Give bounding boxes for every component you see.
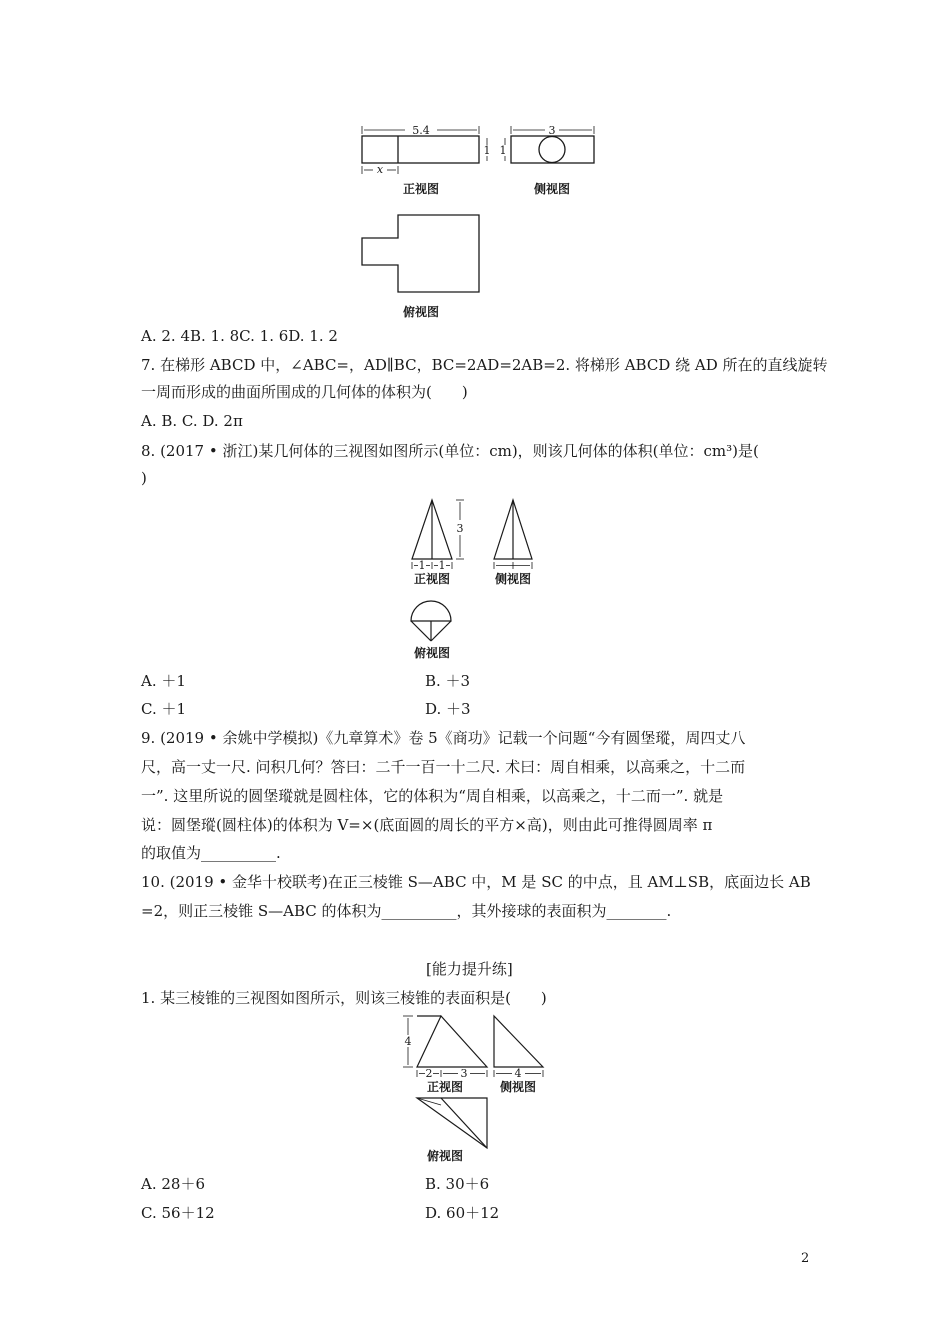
q9-line2: 尺，高一丈一尺. 问积几何？答曰：二千一百一十二尺. 术曰：周自相乘，以高乘之，十二而 <box>141 758 746 776</box>
caption-top-view: 俯视图 <box>402 305 440 319</box>
page-number: 2 <box>801 1251 810 1266</box>
q10-line2: =2，则正三棱锥 S—ABC 的体积为__________，其外接球的表面积为________. <box>141 902 672 920</box>
top-view <box>362 215 479 292</box>
figure-q6-three-views <box>355 120 605 325</box>
front-view <box>403 1016 487 1077</box>
top-view <box>411 601 451 641</box>
dim-front-x: x <box>376 163 384 176</box>
dim-front-height: 1 <box>483 144 491 157</box>
caption-top-view: 俯视图 <box>426 1149 464 1163</box>
p1-line1: 1. 某三棱锥的三视图如图所示，则该三棱锥的表面积是( ) <box>141 989 547 1007</box>
dim-side-width: 4 <box>514 1067 522 1080</box>
q9-line4: 说：圆堡瑽(圆柱体)的体积为 V=×(底面圆的周长的平方×高)，则由此可推得圆周率 π <box>141 816 713 834</box>
dim-height: 4 <box>404 1035 412 1048</box>
p1-option-d: D. 60＋12 <box>425 1204 500 1222</box>
q7-line2: 一周而形成的曲面所围成的几何体的体积为( ) <box>141 383 468 401</box>
q8-option-c: C. ＋1 <box>141 700 187 718</box>
dim-height: 3 <box>456 522 464 535</box>
caption-side-view: 侧视图 <box>499 1080 537 1094</box>
q8-option-d: D. ＋3 <box>425 700 471 718</box>
dim-base-left: 1 <box>418 559 426 572</box>
q8-line2: ) <box>141 469 147 487</box>
caption-side-view: 侧视图 <box>533 182 571 196</box>
q6-options: A. 2. 4B. 1. 8C. 1. 6D. 1. 2 <box>141 327 338 345</box>
q8-line1: 8. (2017 • 浙江)某几何体的三视图如图所示(单位：cm)，则该几何体的体积(单位：cm³)是( <box>141 442 759 460</box>
caption-front-view: 正视图 <box>413 572 451 586</box>
side-view <box>494 500 532 569</box>
dim-front-width: 5.4 <box>412 124 430 137</box>
p1-option-a: A. 28＋6 <box>141 1175 205 1193</box>
p1-option-b: B. 30＋6 <box>425 1175 490 1193</box>
caption-side-view: 侧视图 <box>494 572 532 586</box>
q8-option-a: A. ＋1 <box>141 672 186 690</box>
top-view <box>417 1098 487 1148</box>
q9-line1: 9. (2019 • 余姚中学模拟)《九章算术》卷 5《商功》记载一个问题“今有圆堡瑽，周四丈八 <box>141 729 746 747</box>
p1-option-c: C. 56＋12 <box>141 1204 215 1222</box>
q7-line1: 7. 在梯形 ABCD 中，∠ABC=，AD∥BC，BC=2AD=2AB=2. 将梯形 ABCD 绕 AD 所在的直线旋转 <box>141 356 828 374</box>
figure-q8-three-views <box>405 492 555 662</box>
caption-front-view: 正视图 <box>426 1080 464 1094</box>
q10-line1: 10. (2019 • 金华十校联考)在正三棱锥 S—ABC 中，M 是 SC 的中点，且 AM⊥SB，底面边长 AB <box>141 873 811 891</box>
caption-front-view: 正视图 <box>402 182 440 196</box>
dim-side-height: 1 <box>499 144 507 157</box>
caption-top-view: 俯视图 <box>413 646 451 660</box>
dim-side-width: 3 <box>548 124 556 137</box>
q8-option-b: B. ＋3 <box>425 672 471 690</box>
q9-line5: 的取值为__________. <box>141 844 281 862</box>
q7-options: A. B. C. D. 2π <box>141 412 243 430</box>
section-title: [能力提升练] <box>426 960 513 978</box>
figure-p1-three-views <box>395 1010 555 1165</box>
dim-base-right: 3 <box>460 1067 468 1080</box>
q9-line3: 一”. 这里所说的圆堡瑽就是圆柱体，它的体积为“周自相乘，以高乘之，十二而一”. 就是 <box>141 787 724 805</box>
dim-base-right: 1 <box>438 559 446 572</box>
dim-base-left: 2 <box>425 1067 433 1080</box>
